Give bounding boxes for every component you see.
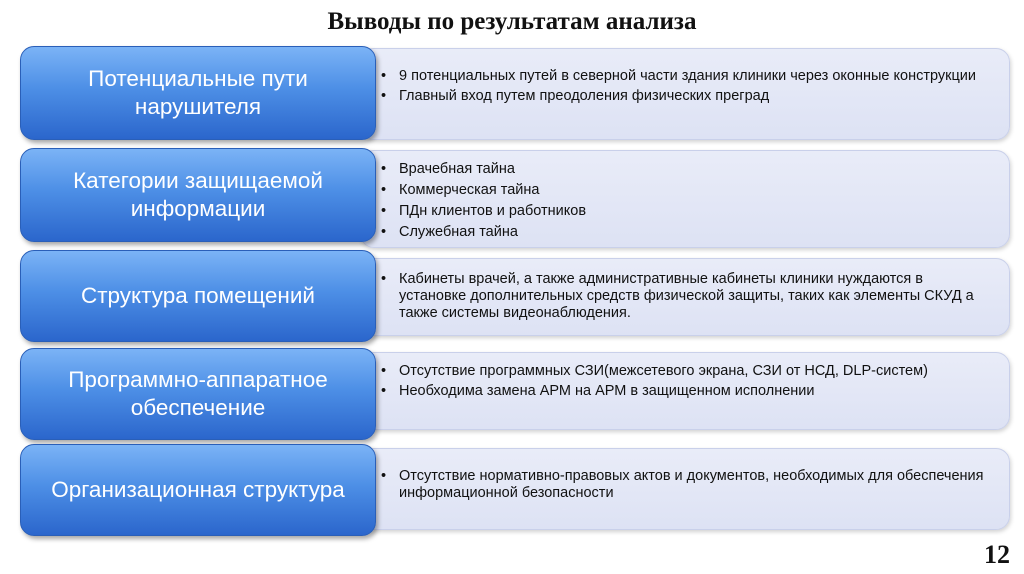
panel-premises-structure — [360, 258, 1010, 336]
slide-title: Выводы по результатам анализа — [327, 8, 697, 35]
bullet-item: • Кабинеты врачей, а также административные кабинеты клиники нуждаются в установке дополнительных средств физической защиты, таких как элементы СКУД а также системы видеонаблюдения. — [381, 271, 991, 322]
category-label: Потенциальные пути нарушителя — [88, 66, 308, 119]
category-hardware-software — [20, 348, 376, 440]
bullet-list — [381, 161, 991, 244]
bullet-list — [381, 271, 991, 325]
category-label: Структура помещений — [80, 283, 315, 308]
panel-protected-info — [360, 150, 1010, 248]
category-label: Программно-аппаратное обеспечение — [68, 367, 328, 420]
panel-intruder-paths — [360, 48, 1010, 140]
category-label: Категории защищаемой информации — [73, 168, 323, 221]
category-protected-info — [20, 148, 376, 242]
bullet-item: • Главный вход путем преодоления физических преград — [381, 88, 991, 105]
bullet-item: • Отсутствие нормативно-правовых актов и документов, необходимых для обеспечения информационной безопасности — [381, 468, 991, 502]
category-label: Организационная структура — [51, 477, 345, 502]
bullet-item: • Служебная тайна — [381, 224, 991, 241]
panel-hardware-software — [360, 352, 1010, 430]
bullet-item: • Необходима замена АРМ на АРМ в защищенном исполнении — [381, 383, 991, 400]
page-number: 12 — [984, 540, 1010, 569]
bullet-list — [381, 468, 991, 505]
panel-org-structure — [360, 448, 1010, 530]
bullet-item: • Врачебная тайна — [381, 161, 991, 178]
category-premises-structure — [20, 250, 376, 342]
bullet-list — [381, 363, 991, 403]
bullet-item: • Коммерческая тайна — [381, 182, 991, 199]
bullet-list — [381, 68, 991, 108]
bullet-item: • 9 потенциальных путей в северной части здания клиники через оконные конструкции — [381, 68, 991, 85]
category-intruder-paths — [20, 46, 376, 140]
bullet-item: • ПДн клиентов и работников — [381, 203, 991, 220]
bullet-item: • Отсутствие программных СЗИ(межсетевого экрана, СЗИ от НСД, DLP-систем) — [381, 363, 991, 380]
category-org-structure — [20, 444, 376, 536]
